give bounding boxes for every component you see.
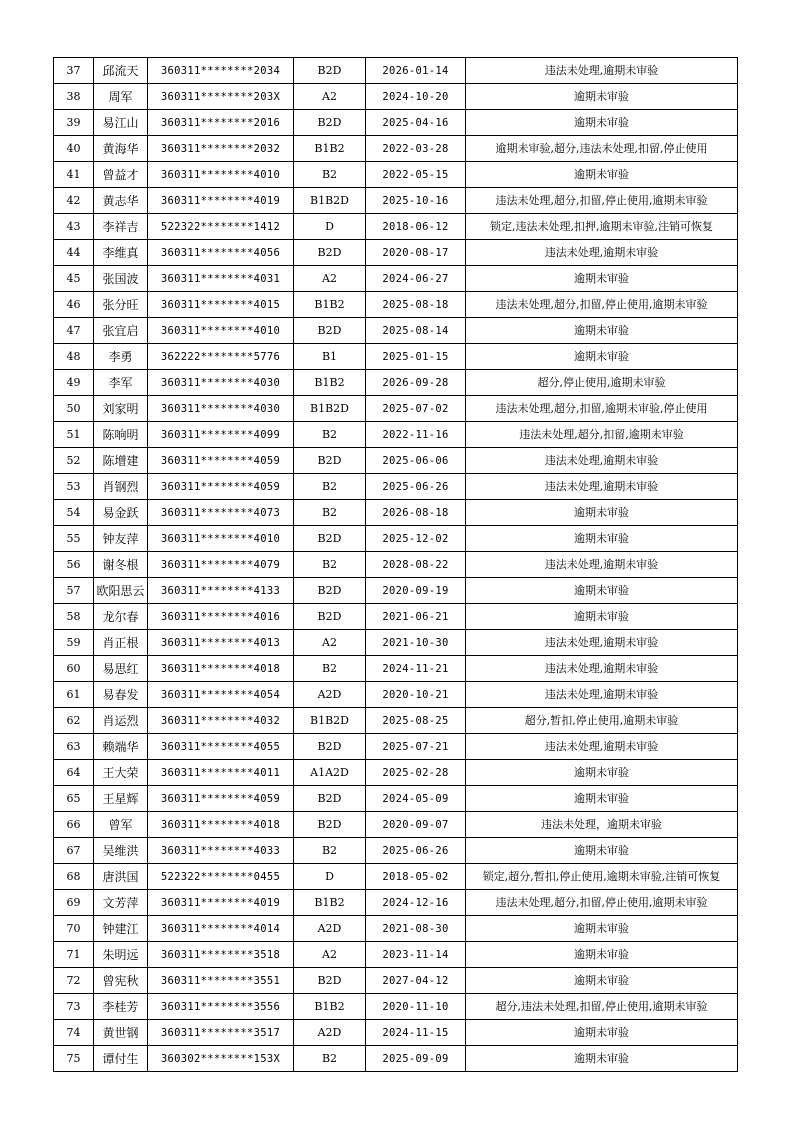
table-row [54, 344, 738, 370]
id-number-cell: 360311********4010 [148, 318, 294, 344]
id-number-cell: 360311********4010 [148, 526, 294, 552]
row-number-cell: 41 [54, 162, 94, 188]
id-number-cell: 360311********4016 [148, 604, 294, 630]
driver-name-cell: 赖端华 [94, 734, 148, 760]
license-class-cell: B2D [294, 578, 366, 604]
table-row [54, 422, 738, 448]
id-number-cell: 360311********4059 [148, 786, 294, 812]
records-table [53, 57, 738, 1072]
row-number-cell: 67 [54, 838, 94, 864]
validity-date-cell: 2020-09-07 [366, 812, 466, 838]
table-row [54, 890, 738, 916]
row-number-cell: 57 [54, 578, 94, 604]
validity-date-cell: 2022-03-28 [366, 136, 466, 162]
validity-date-cell: 2018-05-02 [366, 864, 466, 890]
validity-date-cell: 2025-07-21 [366, 734, 466, 760]
license-status-cell: 违法未处理,逾期未审验 [466, 682, 738, 708]
license-status-cell: 逾期未审验 [466, 968, 738, 994]
license-status-cell: 逾期未审验 [466, 604, 738, 630]
id-number-cell: 360311********4030 [148, 370, 294, 396]
id-number-cell: 360311********2016 [148, 110, 294, 136]
validity-date-cell: 2025-08-18 [366, 292, 466, 318]
driver-name-cell: 周军 [94, 84, 148, 110]
license-class-cell: D [294, 864, 366, 890]
driver-name-cell: 黄海华 [94, 136, 148, 162]
row-number-cell: 47 [54, 318, 94, 344]
license-status-cell: 超分,暂扣,停止使用,逾期未审验 [466, 708, 738, 734]
validity-date-cell: 2025-02-28 [366, 760, 466, 786]
id-number-cell: 360311********4011 [148, 760, 294, 786]
validity-date-cell: 2025-10-16 [366, 188, 466, 214]
license-status-cell: 逾期未审验 [466, 1046, 738, 1072]
row-number-cell: 73 [54, 994, 94, 1020]
table-row [54, 942, 738, 968]
row-number-cell: 48 [54, 344, 94, 370]
license-class-cell: B2 [294, 656, 366, 682]
id-number-cell: 360311********2034 [148, 58, 294, 84]
license-class-cell: B2 [294, 838, 366, 864]
license-class-cell: B1B2 [294, 136, 366, 162]
id-number-cell: 362222********5776 [148, 344, 294, 370]
validity-date-cell: 2024-10-20 [366, 84, 466, 110]
table-row [54, 500, 738, 526]
driver-name-cell: 吴维洪 [94, 838, 148, 864]
driver-name-cell: 欧阳思云 [94, 578, 148, 604]
driver-name-cell: 易思红 [94, 656, 148, 682]
license-class-cell: B1B2 [294, 292, 366, 318]
table-row [54, 58, 738, 84]
row-number-cell: 37 [54, 58, 94, 84]
table-row [54, 370, 738, 396]
id-number-cell: 360311********4015 [148, 292, 294, 318]
license-class-cell: A2D [294, 916, 366, 942]
id-number-cell: 360311********203X [148, 84, 294, 110]
driver-name-cell: 易春发 [94, 682, 148, 708]
driver-name-cell: 文芳萍 [94, 890, 148, 916]
row-number-cell: 64 [54, 760, 94, 786]
license-class-cell: B2 [294, 552, 366, 578]
license-status-cell: 逾期未审验 [466, 500, 738, 526]
license-status-cell: 违法未处理,逾期未审验 [466, 240, 738, 266]
license-status-cell: 逾期未审验 [466, 1020, 738, 1046]
driver-name-cell: 肖钢烈 [94, 474, 148, 500]
validity-date-cell: 2020-08-17 [366, 240, 466, 266]
driver-name-cell: 肖运烈 [94, 708, 148, 734]
license-class-cell: B2D [294, 318, 366, 344]
validity-date-cell: 2022-05-15 [366, 162, 466, 188]
id-number-cell: 360311********4032 [148, 708, 294, 734]
row-number-cell: 52 [54, 448, 94, 474]
validity-date-cell: 2025-06-26 [366, 474, 466, 500]
row-number-cell: 40 [54, 136, 94, 162]
table-row [54, 214, 738, 240]
driver-name-cell: 黄志华 [94, 188, 148, 214]
license-status-cell: 逾期未审验 [466, 838, 738, 864]
license-class-cell: B2D [294, 812, 366, 838]
license-class-cell: A2 [294, 630, 366, 656]
driver-name-cell: 易江山 [94, 110, 148, 136]
license-status-cell: 锁定,超分,暂扣,停止使用,逾期未审验,注销可恢复 [466, 864, 738, 890]
validity-date-cell: 2024-12-16 [366, 890, 466, 916]
license-class-cell: B2D [294, 448, 366, 474]
validity-date-cell: 2025-08-25 [366, 708, 466, 734]
license-status-cell: 逾期未审验 [466, 266, 738, 292]
row-number-cell: 74 [54, 1020, 94, 1046]
license-status-cell: 违法未处理，逾期未审验 [466, 812, 738, 838]
row-number-cell: 44 [54, 240, 94, 266]
table-row [54, 786, 738, 812]
license-status-cell: 违法未处理,逾期未审验 [466, 474, 738, 500]
row-number-cell: 50 [54, 396, 94, 422]
row-number-cell: 51 [54, 422, 94, 448]
license-class-cell: B2D [294, 526, 366, 552]
validity-date-cell: 2024-11-21 [366, 656, 466, 682]
license-status-cell: 违法未处理,超分,扣留,逾期未审验 [466, 422, 738, 448]
driver-name-cell: 谭付生 [94, 1046, 148, 1072]
license-class-cell: B1B2 [294, 890, 366, 916]
id-number-cell: 360302********153X [148, 1046, 294, 1072]
row-number-cell: 75 [54, 1046, 94, 1072]
license-class-cell: B2D [294, 58, 366, 84]
id-number-cell: 360311********3517 [148, 1020, 294, 1046]
table-row [54, 1046, 738, 1072]
table-row [54, 708, 738, 734]
validity-date-cell: 2018-06-12 [366, 214, 466, 240]
validity-date-cell: 2021-06-21 [366, 604, 466, 630]
id-number-cell: 522322********1412 [148, 214, 294, 240]
table-row [54, 110, 738, 136]
driver-name-cell: 谢冬根 [94, 552, 148, 578]
license-class-cell: B1B2D [294, 396, 366, 422]
license-class-cell: A2D [294, 682, 366, 708]
table-row [54, 994, 738, 1020]
validity-date-cell: 2025-09-09 [366, 1046, 466, 1072]
id-number-cell: 360311********4056 [148, 240, 294, 266]
driver-name-cell: 曾军 [94, 812, 148, 838]
license-status-cell: 逾期未审验 [466, 318, 738, 344]
driver-name-cell: 龙尔春 [94, 604, 148, 630]
table-row [54, 656, 738, 682]
row-number-cell: 65 [54, 786, 94, 812]
driver-name-cell: 钟友萍 [94, 526, 148, 552]
license-status-cell: 逾期未审验 [466, 786, 738, 812]
driver-name-cell: 李祥吉 [94, 214, 148, 240]
validity-date-cell: 2021-08-30 [366, 916, 466, 942]
license-class-cell: D [294, 214, 366, 240]
license-class-cell: B2 [294, 474, 366, 500]
validity-date-cell: 2024-11-15 [366, 1020, 466, 1046]
validity-date-cell: 2025-06-06 [366, 448, 466, 474]
row-number-cell: 58 [54, 604, 94, 630]
license-class-cell: A2 [294, 266, 366, 292]
driver-name-cell: 唐洪国 [94, 864, 148, 890]
id-number-cell: 522322********0455 [148, 864, 294, 890]
license-status-cell: 逾期未审验 [466, 942, 738, 968]
license-status-cell: 超分,停止使用,逾期未审验 [466, 370, 738, 396]
id-number-cell: 360311********4018 [148, 812, 294, 838]
license-status-cell: 违法未处理,超分,扣留,逾期未审验,停止使用 [466, 396, 738, 422]
table-row [54, 838, 738, 864]
license-class-cell: B2D [294, 604, 366, 630]
license-status-cell: 违法未处理,逾期未审验 [466, 58, 738, 84]
driver-name-cell: 朱明远 [94, 942, 148, 968]
table-row [54, 578, 738, 604]
row-number-cell: 45 [54, 266, 94, 292]
driver-name-cell: 张国波 [94, 266, 148, 292]
driver-name-cell: 曾益才 [94, 162, 148, 188]
id-number-cell: 360311********4033 [148, 838, 294, 864]
row-number-cell: 72 [54, 968, 94, 994]
license-status-cell: 逾期未审验,超分,违法未处理,扣留,停止使用 [466, 136, 738, 162]
id-number-cell: 360311********4018 [148, 656, 294, 682]
row-number-cell: 49 [54, 370, 94, 396]
table-row [54, 604, 738, 630]
driver-name-cell: 王大荣 [94, 760, 148, 786]
license-status-cell: 超分,违法未处理,扣留,停止使用,逾期未审验 [466, 994, 738, 1020]
license-status-cell: 违法未处理,超分,扣留,停止使用,逾期未审验 [466, 292, 738, 318]
row-number-cell: 61 [54, 682, 94, 708]
validity-date-cell: 2020-10-21 [366, 682, 466, 708]
row-number-cell: 63 [54, 734, 94, 760]
table-row [54, 552, 738, 578]
row-number-cell: 39 [54, 110, 94, 136]
id-number-cell: 360311********4059 [148, 448, 294, 474]
license-status-cell: 逾期未审验 [466, 916, 738, 942]
row-number-cell: 46 [54, 292, 94, 318]
validity-date-cell: 2021-10-30 [366, 630, 466, 656]
validity-date-cell: 2023-11-14 [366, 942, 466, 968]
license-status-cell: 逾期未审验 [466, 526, 738, 552]
license-status-cell: 违法未处理,逾期未审验 [466, 630, 738, 656]
table-row [54, 292, 738, 318]
license-status-cell: 违法未处理,逾期未审验 [466, 552, 738, 578]
table-row [54, 864, 738, 890]
table-row [54, 682, 738, 708]
table-row [54, 812, 738, 838]
license-status-cell: 违法未处理,逾期未审验 [466, 656, 738, 682]
license-class-cell: A2 [294, 942, 366, 968]
license-class-cell: B1 [294, 344, 366, 370]
id-number-cell: 360311********4031 [148, 266, 294, 292]
id-number-cell: 360311********4019 [148, 188, 294, 214]
license-status-cell: 逾期未审验 [466, 84, 738, 110]
driver-name-cell: 肖正根 [94, 630, 148, 656]
license-class-cell: B1B2 [294, 994, 366, 1020]
id-number-cell: 360311********4054 [148, 682, 294, 708]
table-row [54, 266, 738, 292]
row-number-cell: 60 [54, 656, 94, 682]
table-row [54, 526, 738, 552]
table-row [54, 734, 738, 760]
id-number-cell: 360311********4073 [148, 500, 294, 526]
driver-name-cell: 黄世钢 [94, 1020, 148, 1046]
license-class-cell: B2 [294, 1046, 366, 1072]
id-number-cell: 360311********4030 [148, 396, 294, 422]
table-row [54, 84, 738, 110]
table-row [54, 162, 738, 188]
validity-date-cell: 2025-04-16 [366, 110, 466, 136]
validity-date-cell: 2024-06-27 [366, 266, 466, 292]
validity-date-cell: 2025-07-02 [366, 396, 466, 422]
validity-date-cell: 2025-01-15 [366, 344, 466, 370]
driver-name-cell: 刘家明 [94, 396, 148, 422]
license-class-cell: B2 [294, 422, 366, 448]
row-number-cell: 43 [54, 214, 94, 240]
validity-date-cell: 2027-04-12 [366, 968, 466, 994]
license-status-cell: 逾期未审验 [466, 344, 738, 370]
table-row [54, 188, 738, 214]
id-number-cell: 360311********4055 [148, 734, 294, 760]
license-class-cell: A1A2D [294, 760, 366, 786]
table-row [54, 760, 738, 786]
row-number-cell: 56 [54, 552, 94, 578]
validity-date-cell: 2020-11-10 [366, 994, 466, 1020]
id-number-cell: 360311********3556 [148, 994, 294, 1020]
license-status-cell: 违法未处理,超分,扣留,停止使用,逾期未审验 [466, 890, 738, 916]
id-number-cell: 360311********3551 [148, 968, 294, 994]
driver-name-cell: 张宜启 [94, 318, 148, 344]
validity-date-cell: 2024-05-09 [366, 786, 466, 812]
validity-date-cell: 2026-01-14 [366, 58, 466, 84]
license-class-cell: B2D [294, 734, 366, 760]
license-class-cell: B1B2D [294, 708, 366, 734]
row-number-cell: 69 [54, 890, 94, 916]
table-row [54, 916, 738, 942]
driver-name-cell: 邱流天 [94, 58, 148, 84]
validity-date-cell: 2026-08-18 [366, 500, 466, 526]
row-number-cell: 59 [54, 630, 94, 656]
id-number-cell: 360311********4059 [148, 474, 294, 500]
row-number-cell: 66 [54, 812, 94, 838]
license-class-cell: B2D [294, 240, 366, 266]
table-row [54, 396, 738, 422]
license-status-cell: 违法未处理,超分,扣留,停止使用,逾期未审验 [466, 188, 738, 214]
row-number-cell: 55 [54, 526, 94, 552]
row-number-cell: 70 [54, 916, 94, 942]
license-class-cell: B2D [294, 968, 366, 994]
row-number-cell: 38 [54, 84, 94, 110]
driver-name-cell: 王星辉 [94, 786, 148, 812]
license-status-cell: 逾期未审验 [466, 578, 738, 604]
license-class-cell: A2 [294, 84, 366, 110]
id-number-cell: 360311********4014 [148, 916, 294, 942]
driver-name-cell: 李勇 [94, 344, 148, 370]
license-class-cell: B1B2 [294, 370, 366, 396]
id-number-cell: 360311********4010 [148, 162, 294, 188]
table-row [54, 240, 738, 266]
id-number-cell: 360311********4079 [148, 552, 294, 578]
driver-name-cell: 李桂芳 [94, 994, 148, 1020]
table-row [54, 448, 738, 474]
license-status-cell: 锁定,违法未处理,扣押,逾期未审验,注销可恢复 [466, 214, 738, 240]
id-number-cell: 360311********4099 [148, 422, 294, 448]
id-number-cell: 360311********4019 [148, 890, 294, 916]
license-status-cell: 逾期未审验 [466, 162, 738, 188]
driver-name-cell: 陈增建 [94, 448, 148, 474]
table-row [54, 968, 738, 994]
table-row [54, 136, 738, 162]
license-class-cell: A2D [294, 1020, 366, 1046]
validity-date-cell: 2026-09-28 [366, 370, 466, 396]
id-number-cell: 360311********4013 [148, 630, 294, 656]
validity-date-cell: 2025-08-14 [366, 318, 466, 344]
row-number-cell: 53 [54, 474, 94, 500]
license-class-cell: B2 [294, 162, 366, 188]
license-class-cell: B2 [294, 500, 366, 526]
driver-name-cell: 易金跃 [94, 500, 148, 526]
license-status-cell: 逾期未审验 [466, 110, 738, 136]
license-class-cell: B1B2D [294, 188, 366, 214]
validity-date-cell: 2025-12-02 [366, 526, 466, 552]
license-status-cell: 逾期未审验 [466, 760, 738, 786]
driver-name-cell: 张分旺 [94, 292, 148, 318]
table-row [54, 1020, 738, 1046]
validity-date-cell: 2020-09-19 [366, 578, 466, 604]
driver-name-cell: 曾宪秋 [94, 968, 148, 994]
id-number-cell: 360311********3518 [148, 942, 294, 968]
driver-name-cell: 李军 [94, 370, 148, 396]
table-row [54, 474, 738, 500]
validity-date-cell: 2025-06-26 [366, 838, 466, 864]
driver-name-cell: 李维真 [94, 240, 148, 266]
license-status-cell: 违法未处理,逾期未审验 [466, 448, 738, 474]
row-number-cell: 71 [54, 942, 94, 968]
validity-date-cell: 2028-08-22 [366, 552, 466, 578]
records-table-body [54, 58, 738, 1072]
table-row [54, 630, 738, 656]
validity-date-cell: 2022-11-16 [366, 422, 466, 448]
row-number-cell: 62 [54, 708, 94, 734]
license-status-cell: 违法未处理,逾期未审验 [466, 734, 738, 760]
table-row [54, 318, 738, 344]
driver-name-cell: 陈响明 [94, 422, 148, 448]
id-number-cell: 360311********4133 [148, 578, 294, 604]
row-number-cell: 54 [54, 500, 94, 526]
row-number-cell: 42 [54, 188, 94, 214]
id-number-cell: 360311********2032 [148, 136, 294, 162]
license-class-cell: B2D [294, 786, 366, 812]
license-class-cell: B2D [294, 110, 366, 136]
driver-name-cell: 钟建江 [94, 916, 148, 942]
row-number-cell: 68 [54, 864, 94, 890]
